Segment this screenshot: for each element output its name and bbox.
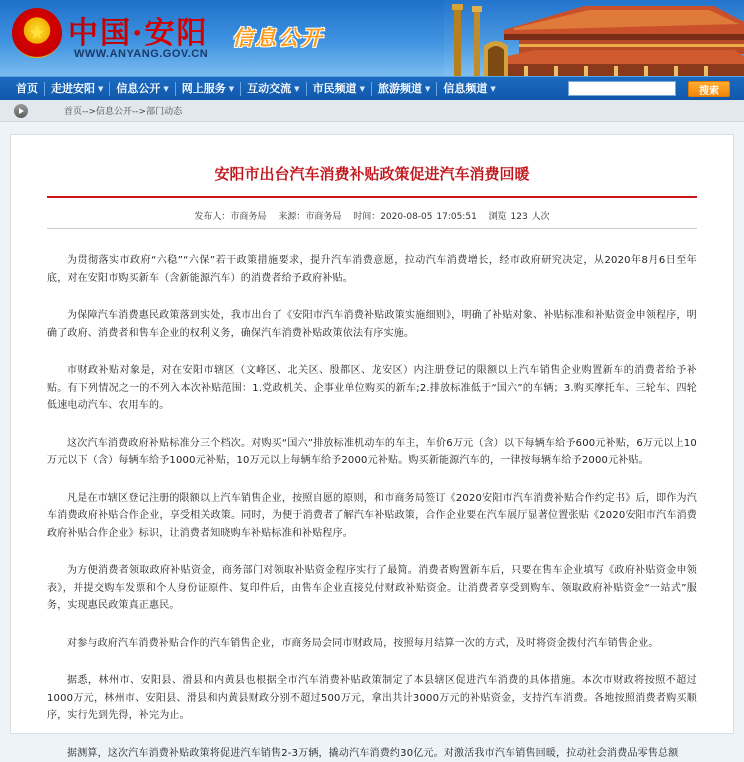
site-header bbox=[0, 0, 744, 76]
chevron-down-icon: ▼ bbox=[98, 77, 103, 101]
article-paragraph: 对参与政府汽车消费补贴合作的汽车销售企业，市商务局会同市财政局，按照每月结算一次的方式，及时将资金拨付汽车销售企业。 bbox=[47, 635, 697, 653]
site-title-dot: · bbox=[132, 16, 144, 51]
chevron-down-icon: ▼ bbox=[490, 77, 495, 101]
nav-divider bbox=[306, 82, 307, 96]
section-title: 信息公开 bbox=[232, 22, 324, 52]
nav-divider bbox=[240, 82, 241, 96]
meta-time: 时间：2020-08-05 17:05:51 bbox=[353, 212, 477, 222]
chevron-down-icon: ▼ bbox=[229, 77, 234, 101]
nav-online-services-label: 网上服务 bbox=[182, 77, 226, 101]
nav-tourism-channel[interactable] bbox=[378, 77, 430, 101]
article-container bbox=[10, 134, 734, 734]
nav-info-disclosure[interactable] bbox=[116, 77, 168, 101]
pavilion-banner-image bbox=[444, 0, 744, 76]
nav-interaction[interactable] bbox=[247, 77, 299, 101]
site-url: WWW.ANYANG.GOV.CN bbox=[74, 48, 208, 60]
nav-divider bbox=[109, 82, 110, 96]
play-arrow-icon bbox=[14, 104, 28, 118]
meta-source: 来源：市商务局 bbox=[278, 212, 341, 222]
main-nav bbox=[0, 76, 744, 100]
article-paragraph: 这次汽车消费政府补贴标准分三个档次。对购买“国六”排放标准机动车的车主，车价6万元（含）以下每辆车给予600元补贴，6万元以上10万元以下（含）每辆车给予1000元补贴，10万元以上每辆车给予2000元补贴。购买新能源汽车的，一律按每辆车给予2000元补贴。 bbox=[47, 435, 697, 470]
breadcrumb-bar bbox=[0, 100, 744, 122]
nav-online-services[interactable] bbox=[182, 77, 234, 101]
nav-citizen-channel[interactable] bbox=[313, 77, 365, 101]
nav-divider bbox=[175, 82, 176, 96]
breadcrumb[interactable]: 首页-->信息公开-->部门动态 bbox=[64, 104, 182, 117]
site-title-part2: 安阳 bbox=[144, 16, 208, 51]
article-paragraph: 为贯彻落实市政府“六稳”“六保”若干政策措施要求，提升汽车消费意愿，拉动汽车消费增长，经市政府研究决定，从2020年8月6日至年底，对在安阳市购买新车（含新能源汽车）的消费者给予政府补贴。 bbox=[47, 252, 697, 287]
nav-tourism-channel-label: 旅游频道 bbox=[378, 77, 422, 101]
nav-info-disclosure-label: 信息公开 bbox=[116, 77, 160, 101]
nav-zoujin-anyang-label: 走进安阳 bbox=[51, 77, 95, 101]
meta-publisher: 发布人：市商务局 bbox=[194, 212, 266, 222]
article-paragraph: 据悉，林州市、安阳县、滑县和内黄县也根据全市汽车消费补贴政策制定了本县辖区促进汽车消费的具体措施。本次市财政将按照不超过1000万元，林州市、安阳县、滑县和内黄县财政分别不超过500万元，拿出共计3000万元的补贴资金，支持汽车消费。各地按照消费者购买顺序，实行先到先得，补完为止。 bbox=[47, 672, 697, 725]
article-paragraph: 市财政补贴对象是，对在安阳市辖区（文峰区、北关区、殷都区、龙安区）内注册登记的限额以上汽车销售企业购置新车的消费者给予补贴。有下列情况之一的不列入本次补贴范围：1.党政机关、企事业单位购买的新车;2.排放标准低于“国六”的车辆；3.购买摩托车、三轮车、四轮低速电动汽车、农用车的。 bbox=[47, 362, 697, 415]
nav-info-channel[interactable] bbox=[443, 77, 495, 101]
nav-home-label: 首页 bbox=[16, 77, 38, 101]
nav-divider bbox=[436, 82, 437, 96]
nav-citizen-channel-label: 市民频道 bbox=[313, 77, 357, 101]
chevron-down-icon: ▼ bbox=[360, 77, 365, 101]
nav-interaction-label: 互动交流 bbox=[247, 77, 291, 101]
nav-zoujin-anyang[interactable] bbox=[51, 77, 103, 101]
article-paragraph: 为保障汽车消费惠民政策落到实处，我市出台了《安阳市汽车消费补贴政策实施细则》，明确了补贴对象、补贴标准和补贴资金申领程序，明确了政府、消费者和售车企业的权利义务，确保汽车消费补贴政策依法有序实施。 bbox=[47, 307, 697, 342]
search-button[interactable]: 搜索 bbox=[688, 81, 730, 97]
nav-divider bbox=[44, 82, 45, 96]
meta-divider bbox=[47, 228, 697, 229]
national-emblem-icon: ★ bbox=[12, 8, 62, 58]
meta-views: 浏览 123 人次 bbox=[489, 212, 550, 222]
search-input[interactable] bbox=[568, 81, 676, 96]
nav-info-channel-label: 信息频道 bbox=[443, 77, 487, 101]
article-paragraph: 为方便消费者领取政府补贴资金，商务部门对领取补贴资金程序实行了最简。消费者购置新车后，只要在售车企业填写《政府补贴资金申领表》，并提交购车发票和个人身份证原件、复印件后，由售车企业直接兑付财政补贴资金。让消费者享受到购车、领取政府补贴资金“一站式”服务，实现惠民政策真正惠民。 bbox=[47, 562, 697, 615]
chevron-down-icon: ▼ bbox=[294, 77, 299, 101]
chevron-down-icon: ▼ bbox=[163, 77, 168, 101]
article-paragraph: 据测算，这次汽车消费补贴政策将促进汽车销售2-3万辆，撬动汽车消费约30亿元。对激活我市汽车销售回暖，拉动社会消费品零售总额 bbox=[47, 745, 697, 762]
site-title-part1: 中国 bbox=[68, 16, 132, 51]
title-divider bbox=[47, 196, 697, 198]
site-title[interactable] bbox=[68, 8, 208, 52]
article-paragraph: 凡是在市辖区登记注册的限额以上汽车销售企业，按照自愿的原则，和市商务局签订《2020安阳市汽车消费补贴合作约定书》后，即作为汽车消费政府补贴合作企业，享受相关政策。同时，为便于消费者了解汽车补贴政策，合作企业要在汽车展厅显著位置张贴《2020安阳市汽车消费政府补贴合作企业》标识，让消费者知晓购车补贴标准和补贴程序。 bbox=[47, 490, 697, 543]
article-meta bbox=[47, 209, 697, 222]
nav-divider bbox=[371, 82, 372, 96]
nav-home[interactable] bbox=[16, 77, 38, 101]
chevron-down-icon: ▼ bbox=[425, 77, 430, 101]
article-title: 安阳市出台汽车消费补贴政策促进汽车消费回暖 bbox=[47, 163, 697, 184]
